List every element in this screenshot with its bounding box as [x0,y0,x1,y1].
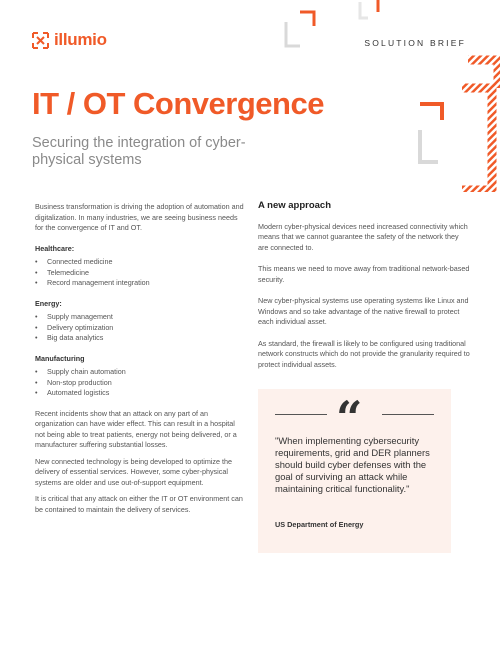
quote-text: "When implementing cybersecurity requirements, grid and DER planners should build cyber defenses with the goal of surviving an attack while maintaining critical functionality." [275,435,430,494]
decorative-bracket-top [280,8,320,50]
list-item: • Delivery optimization [35,323,245,334]
brand-logo [32,30,107,50]
manufacturing-list [35,367,245,399]
illumio-logo-icon [32,32,49,49]
body-paragraph: Modern cyber-physical devices need increased connectivity which means that we cannot guarantee the safety of the network they are connected to. [258,221,468,252]
quote-divider-left [275,414,327,415]
intro-paragraph: Business transformation is driving the adoption of automation and digitalization. In many industries, we are seeing business needs for the convergence of IT and OT. [35,202,244,232]
decorative-hatch-graphic [412,52,500,192]
body-paragraph: It is critical that any attack on either the IT or OT environment can be contained to maintain the delivery of services. [35,494,243,514]
list-item: • Supply chain automation [35,367,245,378]
body-paragraph: As standard, the firewall is likely to be configured using traditional network constructs which do not provide the granularity required to protect individual assets. [258,338,470,369]
quote-source: US Department of Energy [275,520,364,529]
body-paragraph: New cyber-physical systems use operating systems like Linux and Windows and so take advantage of the native firewall to protect each individual asset. [258,296,469,326]
list-item: • Big data analytics [35,333,245,344]
section-heading-energy: Energy: [35,298,62,308]
quote-box [258,389,451,553]
brand-name: illumio [54,30,107,49]
quote-mark-icon: “ [336,391,363,445]
body-paragraph: New connected technology is being developed to optimize the delivery of essential services. However, some cyber-physical systems are older and use out-of-support equipment. [35,456,232,487]
energy-list [35,312,245,344]
body-paragraph: Recent incidents show that an attack on any part of an organization can have wider effect. This can result in a hospital not being able to treat patients, energy not being delivered, or a manufacturer suffering substantial losses. [35,408,237,449]
document-type: SOLUTION BRIEF [364,38,466,48]
decorative-bracket-top-right [358,0,382,22]
page-subtitle: Securing the integration of cyber-physical systems [32,135,246,168]
quote-divider-right [382,414,434,415]
list-item: • Record management integration [35,278,245,289]
section-heading-new-approach: A new approach [258,200,332,211]
right-column [258,201,470,381]
body-paragraph: This means we need to move away from traditional network-based security. [258,264,470,284]
list-item: • Supply management [35,312,245,323]
list-item: • Non-stop production [35,378,245,389]
list-item: • Telemedicine [35,268,245,279]
list-item: • Connected medicine [35,257,245,268]
healthcare-list [35,257,245,289]
page-title: IT / OT Convergence [32,86,324,121]
left-column [35,202,245,521]
section-heading-healthcare: Healthcare: [35,243,75,253]
section-heading-manufacturing: Manufacturing [35,353,85,363]
list-item: • Automated logistics [35,388,245,399]
